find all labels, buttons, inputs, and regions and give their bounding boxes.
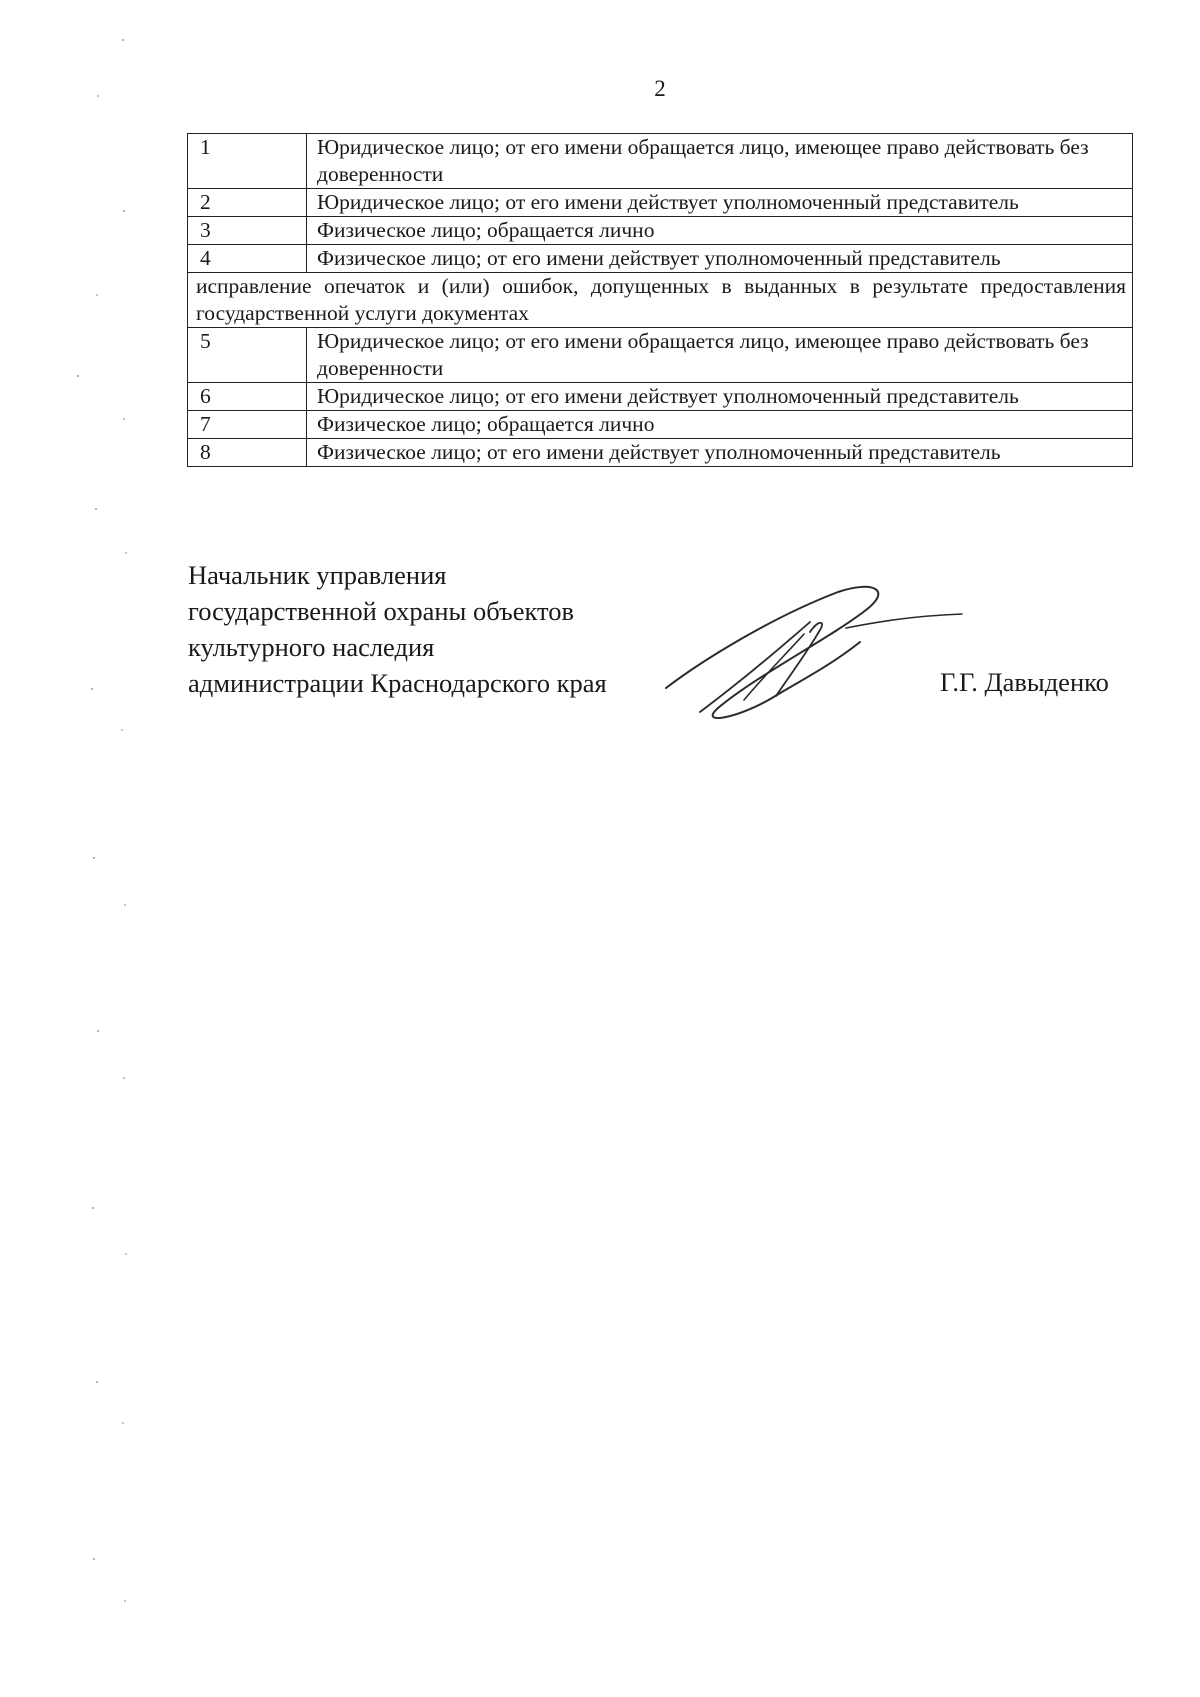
signer-title-line: администрации Краснодарского края [188,668,607,698]
variant-number-cell: 2 [188,189,307,217]
variant-description-cell: Юридическое лицо; от его имени действует уполномоченный представитель [307,189,1133,217]
variant-number-cell: 8 [188,439,307,467]
table-row [188,134,1133,189]
variant-description-cell: Физическое лицо; от его имени действует уполномоченный представитель [307,245,1133,273]
signature-block [188,557,607,701]
variant-description-cell: Физическое лицо; обращается лично [307,217,1133,245]
table-row [188,383,1133,411]
scan-edge-specks [0,0,140,1697]
table-section-row [188,273,1133,328]
signer-title-line: культурного наследия [188,632,435,662]
variant-number-cell: 3 [188,217,307,245]
variant-number-cell: 5 [188,328,307,383]
table-row [188,245,1133,273]
signer-name: Г.Г. Давыденко [940,667,1109,697]
handwritten-signature [660,580,970,730]
signer-title-line: Начальник управления [188,560,447,590]
variant-number-cell: 6 [188,383,307,411]
variant-description-cell: Физическое лицо; обращается лично [307,411,1133,439]
variant-description-cell: Физическое лицо; от его имени действует уполномоченный представитель [307,439,1133,467]
variant-description-cell: Юридическое лицо; от его имени обращается лицо, имеющее право действовать без доверенности [307,328,1133,383]
signer-title-line: государственной охраны объектов [188,596,575,626]
variant-number-cell: 1 [188,134,307,189]
variant-description-cell: Юридическое лицо; от его имени действует уполномоченный представитель [307,383,1133,411]
table-row [188,411,1133,439]
applicant-variants-table [187,133,1133,467]
variant-description-cell: Юридическое лицо; от его имени обращается лицо, имеющее право действовать без доверенности [307,134,1133,189]
table-row [188,189,1133,217]
variant-number-cell: 4 [188,245,307,273]
table-row [188,328,1133,383]
table-row [188,217,1133,245]
variant-number-cell: 7 [188,411,307,439]
page-number: 2 [654,76,666,101]
table-row [188,439,1133,467]
section-heading-cell: исправление опечаток и (или) ошибок, допущенных в выданных в результате предоставления государственной услуги документах [188,273,1133,328]
